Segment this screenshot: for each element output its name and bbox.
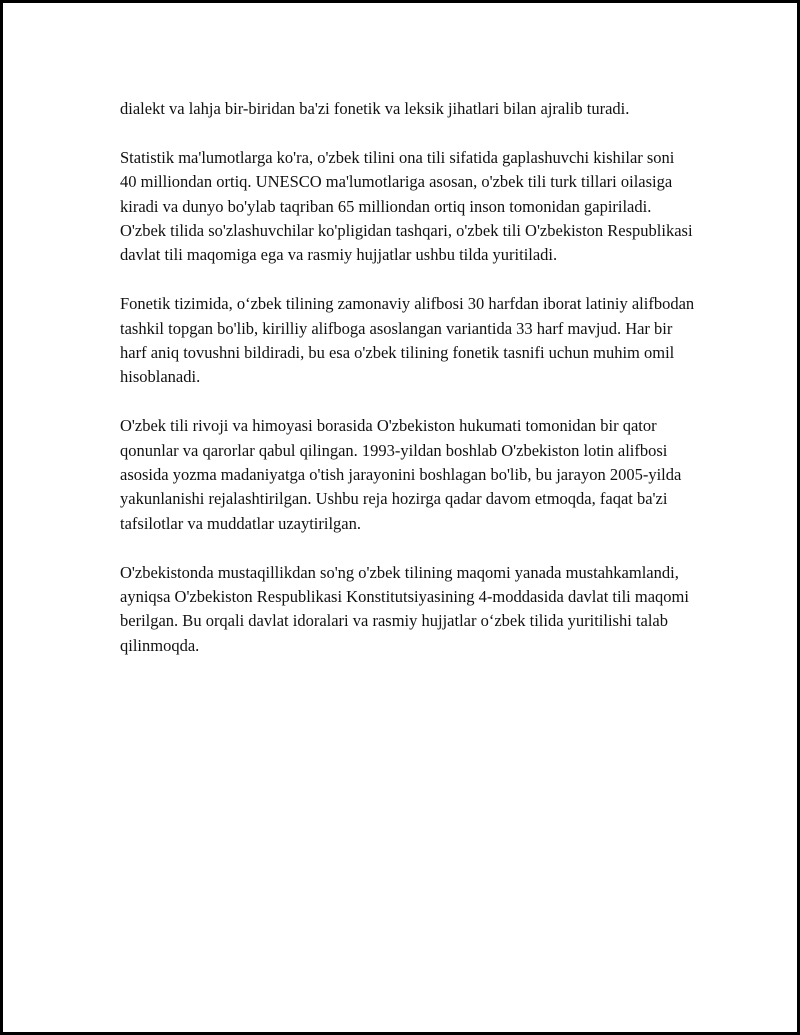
paragraph-independence: O'zbekistonda mustaqillikdan so'ng o'zbek tilining maqomi yanada mustahkamlandi, ayniqsa O'zbekiston Respublikasi Konstitutsiyasining 4-moddasida davlat tili maqomi berilgan. Bu orqali davlat idoralari va rasmiy hujjatlar o‘zbek tilida yuritilishi talab qilinmoqda. bbox=[120, 562, 689, 655]
paragraph-dialect: dialekt va lahja bir-biridan ba'zi fonetik va leksik jihatlari bilan ajralib turadi. bbox=[120, 99, 630, 118]
document-body bbox=[120, 97, 695, 683]
paragraph-phonetics: Fonetik tizimida, o‘zbek tilining zamonaviy alifbosi 30 harfdan iborat latiniy alifbodan tashkil topgan bo'lib, kirilliy alifboga asoslangan variantida 33 harf mavjud. Har bir harf aniq tovushni bildiradi, bu esa o'zbek tilining fonetik tasnifi uchun muhim omil hisoblanadi. bbox=[120, 294, 695, 387]
paragraph-statistics: Statistik ma'lumotlarga ko'ra, o'zbek tilini ona tili sifatida gaplashuvchi kishilar soni 40 milliondan ortiq. UNESCO ma'lumotlariga asosan, o'zbek tili turk tillari oilasiga kiradi va dunyo bo'ylab taqriban 65 milliondan ortiq inson tomonidan gapiriladi. O'zbek tilida so'zlashuvchilar ko'pligidan tashqari, o'zbek tili O'zbekiston Respublikasi davlat tili maqomiga ega va rasmiy hujjatlar ushbu tilda yuritiladi. bbox=[120, 147, 693, 265]
paragraph-government-policy: O'zbek tili rivoji va himoyasi borasida O'zbekiston hukumati tomonidan bir qator qonunlar va qarorlar qabul qilingan. 1993-yildan boshlab O'zbekiston lotin alifbosi asosida yozma madaniyatga o'tish jarayonini boshlagan bo'lib, bu jarayon 2005-yilda yakunlanishi rejalashtirilgan. Ushbu reja hozirga qadar davom etmoqda, faqat ba'zi tafsilotlar va muddatlar uzaytirilgan. bbox=[120, 416, 682, 533]
